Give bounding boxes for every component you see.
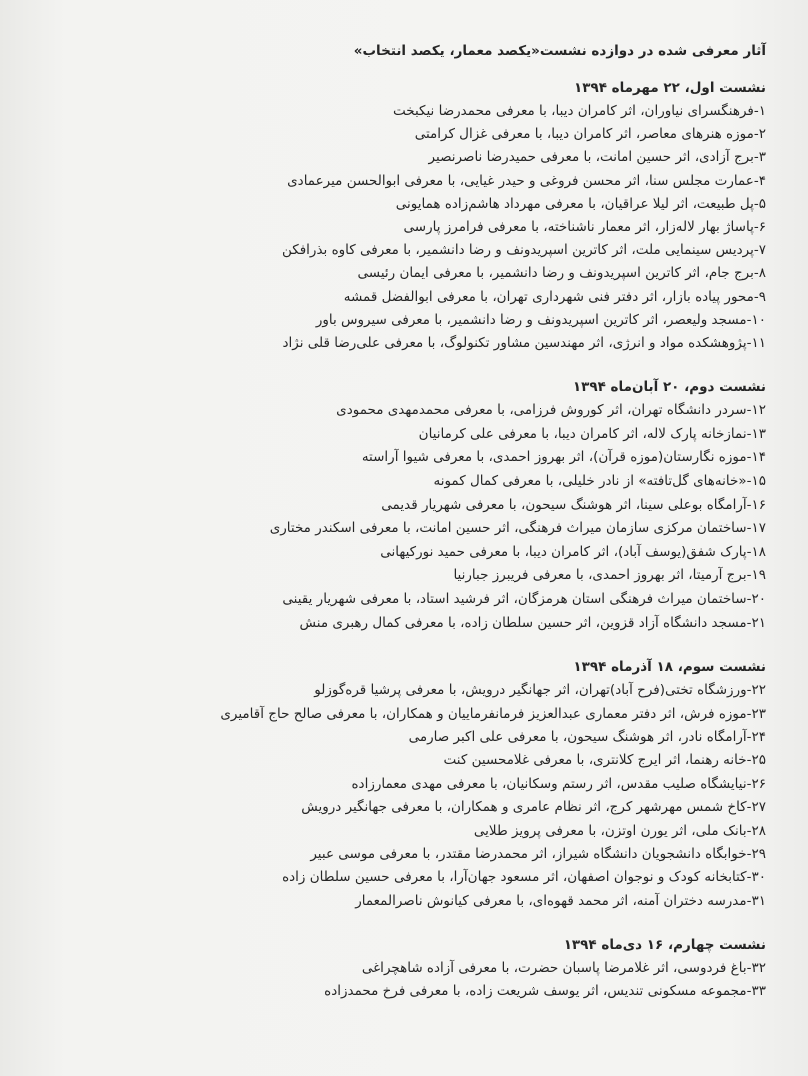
list-item: ۳۳-مجموعه مسکونی تندیس، اثر یوسف شریعت زاده، با معرفی فرخ محمدزاده (324, 983, 766, 1000)
list-item: ۱۴-موزه نگارستان(موزه قرآن)، اثر بهروز احمدی، با معرفی شیوا آراسته (361, 449, 766, 466)
list-item: ۱۵-«خانه‌های گل‌تافته» از نادر خلیلی، با معرفی کمال کمونه (433, 473, 766, 490)
section-title: نشست چهارم، ۱۶ دی‌ماه ۱۳۹۴ (563, 937, 766, 954)
section-title: نشست دوم، ۲۰ آبان‌ماه ۱۳۹۴ (572, 379, 766, 396)
list-item: ۲۷-کاخ شمس مهرشهر کرج، اثر نظام عامری و همکاران، با معرفی جهانگیر درویش (301, 799, 766, 816)
section-session-1 (26, 76, 766, 355)
list-item: ۲-موزه هنرهای معاصر، اثر کامران دیبا، با معرفی غزال کرامتی (414, 126, 766, 143)
document-content (26, 40, 766, 1024)
list-item: ۲۹-خوابگاه دانشجویان دانشگاه شیراز، اثر محمدرضا مقتدر، با معرفی موسی عبیر (310, 846, 766, 863)
section-title: نشست سوم، ۱۸ آذرماه ۱۳۹۴ (573, 659, 766, 676)
list-item: ۲۴-آرامگاه نادر، اثر هوشنگ سیحون، با معرفی علی اکبر صارمی (408, 728, 766, 745)
section-session-2 (26, 375, 766, 635)
list-item: ۲۶-نیایشگاه صلیب مقدس، اثر رستم وسکانیان، با معرفی مهدی معمارزاده (351, 775, 766, 792)
item-list (26, 957, 766, 1003)
list-item: ۸-برج جام، اثر کاترین اسپریدونف و رضا دانشمیر، با معرفی ایمان رئیسی (357, 265, 766, 282)
list-item: ۱۹-برج آرمیتا، اثر بهروز احمدی، با معرفی فریبرز جبارنیا (453, 567, 766, 584)
list-item: ۱۳-نمازخانه پارک لاله، اثر کامران دیبا، با معرفی علی کرمانیان (418, 425, 766, 442)
list-item: ۳-برج آزادی، اثر حسین امانت، با معرفی حمیدرضا ناصرنصیر (428, 149, 766, 166)
list-item: ۳۱-مدرسه دختران آمنه، اثر محمد قهوه‌ای، با معرفی کیانوش ناصرالمعمار (355, 892, 766, 909)
item-list (26, 100, 766, 355)
list-item: ۲۸-بانک ملی، اثر یورن اوتزن، با معرفی پرویز طلایی (473, 822, 766, 839)
list-item: ۱۶-آرامگاه بوعلی سینا، اثر هوشنگ سیحون، با معرفی شهریار قدیمی (381, 496, 766, 513)
list-item: ۲۲-ورزشگاه تختی(فرح آباد)تهران، اثر جهانگیر درویش، با معرفی پرشیا قره‌گوزلو (314, 682, 766, 699)
list-item: ۷-پردیس سینمایی ملت، اثر کاترین اسپریدونف و رضا دانشمیر، با معرفی کاوه بذرافکن (282, 242, 766, 259)
item-list (26, 679, 766, 913)
list-item: ۵-پل طبیعت، اثر لیلا عراقیان، با معرفی مهرداد هاشم‌زاده همایونی (395, 195, 766, 212)
section-title: نشست اول، ۲۲ مهرماه ۱۳۹۴ (573, 80, 766, 96)
list-item: ۱۱-پژوهشکده مواد و انرژی، اثر مهندسین مشاور تکنولوگ، با معرفی علی‌رضا قلی نژاد (282, 335, 766, 352)
section-session-3 (26, 655, 766, 913)
list-item: ۳۲-باغ فردوسی، اثر غلامرضا پاسبان حضرت، با معرفی آزاده شاهچراغی (361, 960, 766, 977)
section-session-4 (26, 933, 766, 1003)
list-item: ۱۰-مسجد ولیعصر، اثر کاترین اسپریدونف و رضا دانشمیر، با معرفی سیروس باور (315, 311, 766, 328)
list-item: ۱-فرهنگسرای نیاوران، اثر کامران دیبا، با معرفی محمدرضا نیکبخت (392, 103, 766, 119)
list-item: ۱۷-ساختمان مرکزی سازمان میراث فرهنگی، اثر حسین امانت، با معرفی اسکندر مختاری (269, 520, 766, 537)
list-item: ۶-پاساژ بهار لاله‌زار، اثر معمار ناشناخته، با معرفی فرامرز پارسی (403, 219, 766, 236)
document-heading: آثار معرفی شده در دوازده نشست«یکصد معمار، یکصد انتخاب» (353, 43, 766, 59)
list-item: ۹-محور پیاده بازار، اثر دفتر فنی شهرداری تهران، با معرفی ابوالفضل قمشه (343, 288, 766, 305)
list-item: ۱۲-سردر دانشگاه تهران، اثر کوروش فرزامی، با معرفی محمدمهدی محمودی (336, 402, 766, 419)
list-item: ۲۰-ساختمان میراث فرهنگی استان هرمزگان، اثر فرشید استاد، با معرفی شهریار یقینی (282, 590, 766, 607)
list-item: ۴-عمارت مجلس سنا، اثر محسن فروغی و حیدر غیایی، با معرفی ابوالحسن میرعمادی (287, 172, 766, 189)
list-item: ۲۳-موزه فرش، اثر دفتر معماری عبدالعزیز فرمانفرماییان و همکاران، با معرفی صالح حاج آقامیری (220, 705, 766, 722)
list-item: ۱۸-پارک شفق(یوسف آباد)، اثر کامران دیبا، با معرفی حمید نورکیهانی (380, 543, 766, 560)
item-list (26, 399, 766, 635)
list-item: ۲۵-خانه رهنما، اثر ایرج کلانتری، با معرفی غلامحسین کنت (443, 752, 766, 769)
list-item: ۲۱-مسجد دانشگاه آزاد قزوین، اثر حسین سلطان زاده، با معرفی کمال رهبری منش (299, 614, 766, 631)
list-item: ۳۰-کتابخانه کودک و نوجوان اصفهان، اثر مسعود جهان‌آرا، با معرفی حسین سلطان زاده (282, 869, 766, 886)
